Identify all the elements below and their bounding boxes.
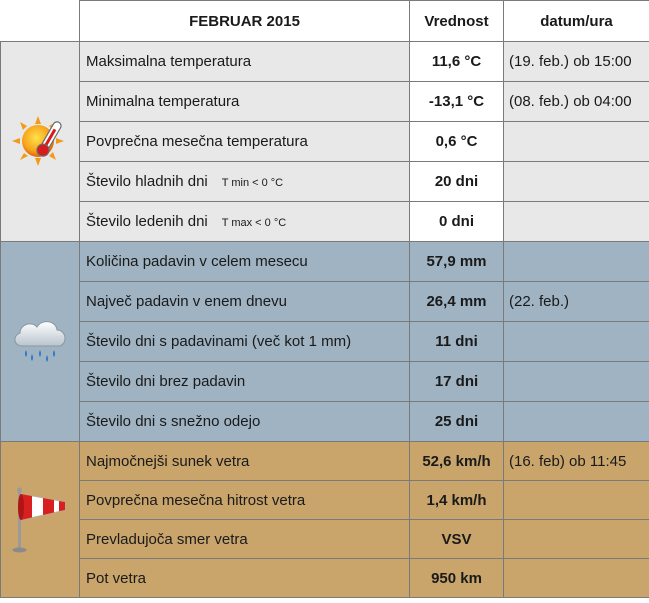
table-cell-label: Količina padavin v celem mesecu [80,242,410,282]
table-row [1,282,649,322]
table-cell-date: (08. feb.) ob 04:00 [504,82,649,122]
table-cell-value: 11 dni [410,322,504,362]
table-cell-date [504,122,649,162]
condition-note: T max < 0 °C [221,217,287,229]
table-row [1,481,649,520]
table-cell-date [504,202,649,242]
table-cell-value: -13,1 °C [410,82,504,122]
table-cell-value: 950 km [410,559,504,598]
table-cell-label: Minimalna temperatura [80,82,410,122]
temperature-section-icon-cell [1,42,80,242]
table-row [1,42,649,82]
table-cell-date [504,520,649,559]
table-row [1,520,649,559]
windsock-icon [9,484,71,556]
condition-note: T min < 0 °C [221,177,284,189]
table-cell-value: 52,6 km/h [410,442,504,481]
table-cell-date [504,481,649,520]
table-cell-label: Pot vetra [80,559,410,598]
table-cell-value: 0 dni [410,202,504,242]
table-row [1,362,649,402]
table-cell-label: Povprečna mesečna temperatura [80,122,410,162]
table-cell-value: 26,4 mm [410,282,504,322]
table-cell-label: Število hladnih dni T min < 0 °C [80,162,410,202]
sun-thermometer-icon [12,114,68,170]
table-cell-value: 20 dni [410,162,504,202]
table-cell-date [504,402,649,442]
table-row [1,162,649,202]
table-cell-value: 25 dni [410,402,504,442]
table-cell-date [504,242,649,282]
table-cell-label: Število ledenih dni T max < 0 °C [80,202,410,242]
table-cell-label: Število dni s padavinami (več kot 1 mm) [80,322,410,362]
precipitation-section-icon-cell [1,242,80,442]
table-cell-value: 17 dni [410,362,504,402]
table-row [1,242,649,282]
table-cell-value: 11,6 °C [410,42,504,82]
table-row [1,322,649,362]
header-blank-cell [1,1,80,42]
header-row [1,1,649,42]
table-cell-label: Število dni brez padavin [80,362,410,402]
table-cell-date: (19. feb.) ob 15:00 [504,42,649,82]
table-row [1,202,649,242]
table-cell-label: Največ padavin v enem dnevu [80,282,410,322]
table-cell-date [504,162,649,202]
table-row [1,442,649,481]
wind-section-icon-cell [1,442,80,598]
table-cell-label: Povprečna mesečna hitrost vetra [80,481,410,520]
table-cell-date: (16. feb) ob 11:45 [504,442,649,481]
date-column-header: datum/ura [504,1,649,42]
table-cell-value: 57,9 mm [410,242,504,282]
table-row [1,559,649,598]
table-cell-value: 0,6 °C [410,122,504,162]
table-cell-label: Najmočnejši sunek vetra [80,442,410,481]
table-cell-date: (22. feb.) [504,282,649,322]
value-column-header: Vrednost [410,1,504,42]
table-row [1,82,649,122]
table-row [1,402,649,442]
table-cell-label: Število dni s snežno odejo [80,402,410,442]
table-cell-value: 1,4 km/h [410,481,504,520]
table-cell-value: VSV [410,520,504,559]
table-cell-label: Maksimalna temperatura [80,42,410,82]
table-cell-date [504,322,649,362]
table-cell-date [504,362,649,402]
table-cell-date [504,559,649,598]
table-row [1,122,649,162]
table-cell-label: Prevladujoča smer vetra [80,520,410,559]
rain-cloud-icon [10,316,70,368]
month-title: FEBRUAR 2015 [80,1,410,42]
